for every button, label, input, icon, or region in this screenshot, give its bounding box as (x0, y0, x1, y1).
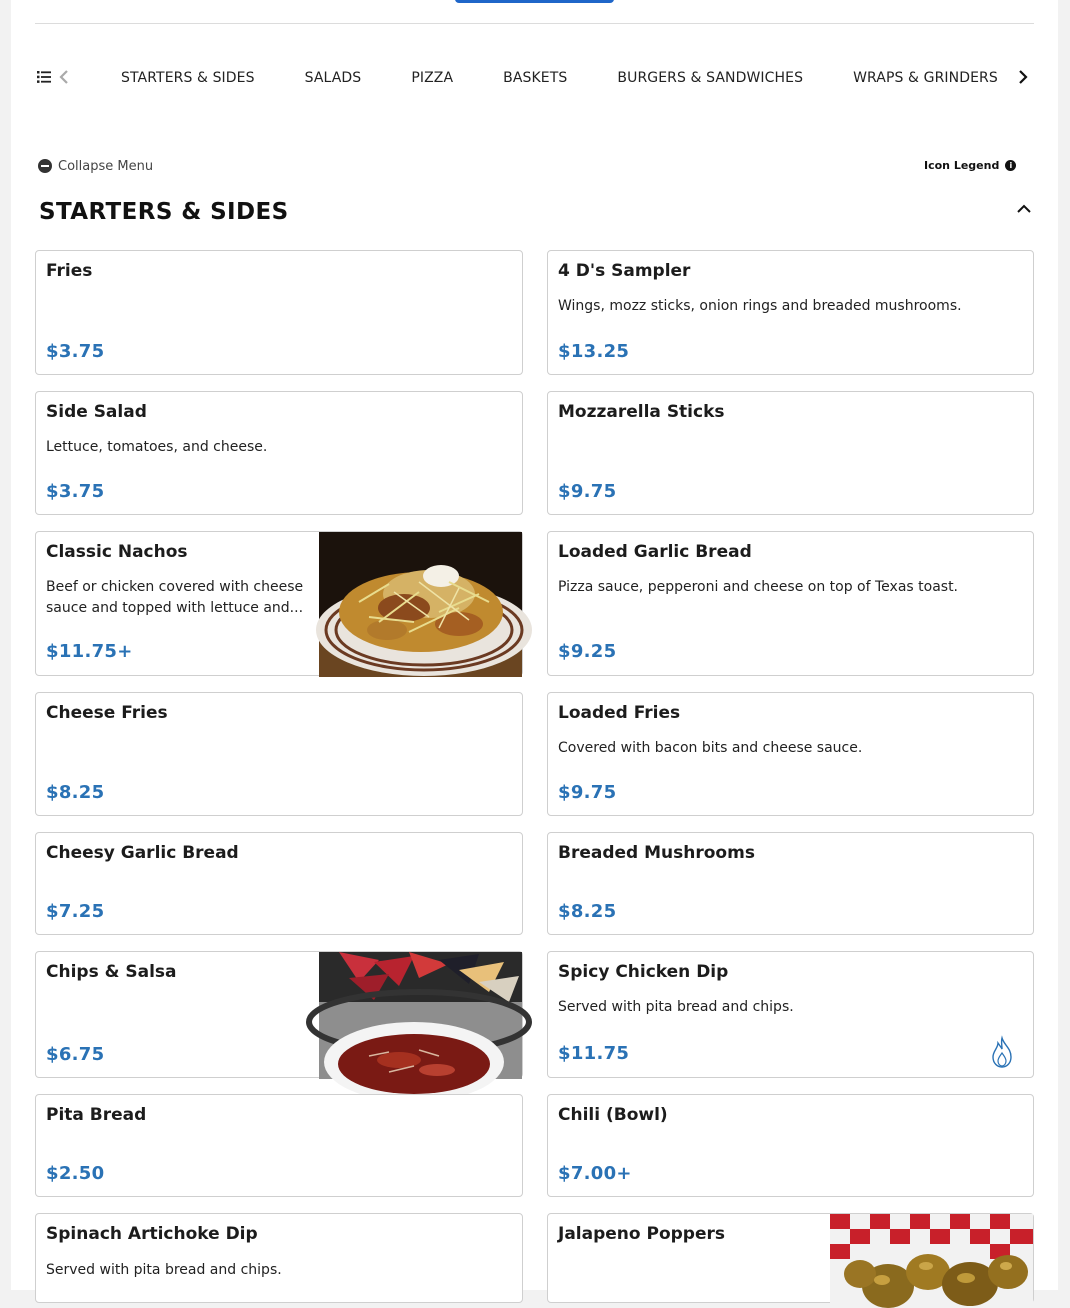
jalapeno-poppers-photo (830, 1214, 1033, 1302)
category-tab-pizza[interactable]: PIZZA (411, 70, 454, 86)
item-price: $2.50 (46, 1163, 105, 1184)
nachos-photo (319, 532, 522, 675)
item-name: Mozzarella Sticks (558, 402, 725, 422)
menu-item-card[interactable] (35, 692, 523, 816)
menu-item-card[interactable] (547, 951, 1034, 1078)
menu-item-card[interactable] (547, 531, 1034, 676)
icon-legend-button[interactable] (924, 157, 1016, 173)
item-price: $9.75 (558, 481, 617, 502)
item-name: Chili (Bowl) (558, 1105, 668, 1125)
menu-item-card[interactable] (35, 250, 523, 375)
item-price: $3.75 (46, 481, 105, 502)
menu-item-card[interactable] (547, 1213, 1034, 1303)
minus-circle-icon (38, 159, 52, 173)
item-name: Spicy Chicken Dip (558, 962, 729, 982)
item-name: Loaded Garlic Bread (558, 542, 752, 562)
chevron-right-icon[interactable] (1018, 69, 1028, 85)
menu-item-card[interactable] (547, 391, 1034, 515)
item-description: Lettuce, tomatoes, and cheese. (46, 439, 268, 455)
item-name: Loaded Fries (558, 703, 681, 723)
item-price: $3.75 (46, 341, 105, 362)
item-price: $9.75 (558, 782, 617, 803)
category-tab-starters-sides[interactable]: STARTERS & SIDES (121, 70, 255, 86)
collapse-menu-label: Collapse Menu (58, 158, 154, 174)
item-name: 4 D's Sampler (558, 261, 691, 281)
item-price: $11.75+ (46, 641, 133, 662)
item-description: Wings, mozz sticks, onion rings and breaded mushrooms. (558, 298, 962, 314)
item-name: Pita Bread (46, 1105, 147, 1125)
item-name: Jalapeno Poppers (558, 1224, 726, 1244)
menu-item-card[interactable] (35, 832, 523, 935)
item-price: $8.25 (558, 901, 617, 922)
spicy-flame-icon (989, 1036, 1015, 1068)
item-price: $13.25 (558, 341, 630, 362)
info-icon: i (1005, 160, 1016, 171)
menu-item-card[interactable] (35, 951, 523, 1078)
menu-item-card[interactable] (547, 1094, 1034, 1197)
item-price: $7.00+ (558, 1163, 632, 1184)
chevron-left-icon[interactable] (59, 69, 69, 85)
divider (35, 23, 1034, 24)
category-tab-baskets[interactable]: BASKETS (503, 70, 568, 86)
item-price: $7.25 (46, 901, 105, 922)
item-price: $6.75 (46, 1044, 105, 1065)
category-tab-salads[interactable]: SALADS (304, 70, 362, 86)
list-icon[interactable] (37, 71, 51, 83)
chevron-up-icon[interactable] (1016, 202, 1032, 214)
item-name: Side Salad (46, 402, 147, 422)
item-price: $11.75 (558, 1043, 630, 1064)
category-tab-burgers-sandwiches[interactable]: BURGERS & SANDWICHES (617, 70, 804, 86)
category-track (121, 56, 998, 100)
menu-item-card[interactable] (35, 531, 523, 676)
menu-item-card[interactable] (547, 832, 1034, 935)
menu-page (11, 0, 1058, 1290)
chips-salsa-photo (319, 952, 522, 1077)
item-name: Classic Nachos (46, 542, 188, 562)
menu-item-card[interactable] (35, 1213, 523, 1303)
menu-item-card[interactable] (547, 692, 1034, 816)
item-name: Cheesy Garlic Bread (46, 843, 239, 863)
item-name: Spinach Artichoke Dip (46, 1224, 258, 1244)
item-description: Pizza sauce, pepperoni and cheese on top of Texas toast. (558, 579, 959, 595)
icon-legend-label: Icon Legend (924, 158, 1000, 172)
menu-item-card[interactable] (35, 1094, 523, 1197)
section-title: STARTERS & SIDES (39, 199, 289, 225)
item-price: $9.25 (558, 641, 617, 662)
item-description: Served with pita bread and chips. (558, 999, 794, 1015)
item-description: Beef or chicken covered with cheese sauce and topped with lettuce and... (46, 579, 304, 616)
collapse-menu-button[interactable] (38, 157, 153, 175)
category-nav (35, 56, 1035, 100)
primary-action-button[interactable] (455, 0, 614, 3)
category-tab-wraps-grinders[interactable]: WRAPS & GRINDERS (853, 70, 998, 86)
item-name: Breaded Mushrooms (558, 843, 755, 863)
item-name: Chips & Salsa (46, 962, 177, 982)
menu-item-card[interactable] (35, 391, 523, 515)
item-price: $8.25 (46, 782, 105, 803)
menu-item-card[interactable] (547, 250, 1034, 375)
item-description: Covered with bacon bits and cheese sauce. (558, 740, 863, 756)
item-name: Cheese Fries (46, 703, 168, 723)
item-description: Served with pita bread and chips. (46, 1262, 282, 1278)
item-name: Fries (46, 261, 93, 281)
